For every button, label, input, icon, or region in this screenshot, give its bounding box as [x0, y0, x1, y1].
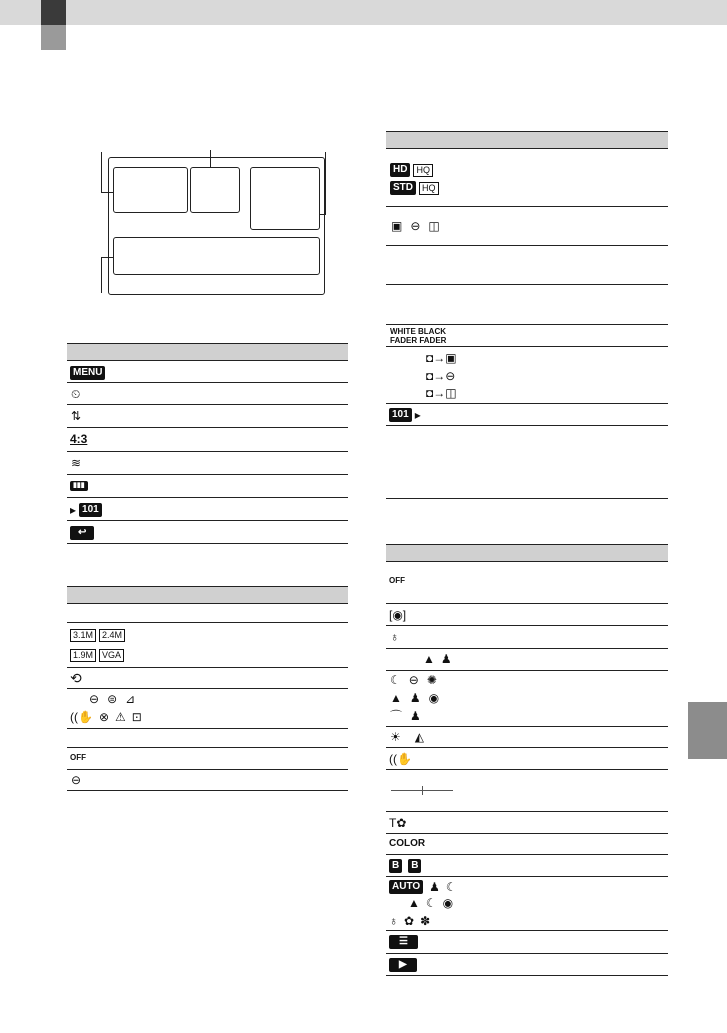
portrait-icon: ♟	[409, 691, 421, 705]
loop-icon: ⟲	[70, 670, 82, 686]
warning-icon: ⚠	[115, 710, 126, 724]
landscape-icon: ▲	[390, 691, 402, 705]
snow-icon: ♟	[410, 709, 421, 723]
dvd-icon: ⊜	[107, 692, 118, 706]
portrait-icon: ♟	[440, 652, 452, 666]
table-row	[67, 498, 348, 521]
upper-left-zone	[113, 167, 188, 213]
section-marker-block	[41, 25, 66, 50]
leader-line-upper-left-tick	[101, 192, 113, 193]
daylight-icon: ☀	[390, 730, 401, 744]
table-row	[67, 729, 348, 748]
folder-101-icon: 101	[79, 503, 102, 517]
leader-line-upper-right	[325, 152, 326, 214]
table-row	[67, 748, 348, 770]
shake-warning-icon: ((✋	[70, 710, 93, 724]
aspect-ratio-icon: 4:3	[70, 432, 88, 446]
intelligent-auto-icon: AUTO	[389, 880, 423, 894]
landscape-icon: ▲	[408, 896, 420, 910]
table-row	[386, 877, 668, 931]
card-warning-icon: ⊿	[125, 692, 136, 706]
baby-icon: ☾	[445, 880, 457, 894]
battery-icon: ▮▮▮	[70, 481, 88, 491]
header-marker-block	[41, 0, 66, 25]
hdd-icon: ⊖	[410, 219, 421, 233]
menu-button-icon: MENU	[70, 366, 105, 380]
table-row	[67, 428, 348, 452]
image-size-3-1m-icon: 3.1M	[70, 629, 96, 642]
table-row	[386, 246, 668, 285]
table-row	[386, 812, 668, 834]
image-size-1-9m-icon: 1.9M	[70, 649, 96, 662]
hd-quality-icon: HD	[390, 163, 410, 177]
table-row	[67, 689, 348, 729]
leader-line-upper-center	[210, 150, 211, 167]
spot-meter-icon: [◉]	[389, 608, 407, 622]
candle-icon: ♁	[390, 630, 399, 644]
table-row	[386, 604, 668, 626]
self-timer-icon: ⏲	[71, 387, 81, 401]
sunrise-icon: ⊖	[408, 673, 419, 687]
spotlight-icon: ◉	[428, 691, 440, 705]
landscape-icon: ▲	[423, 652, 435, 666]
table-row	[386, 285, 668, 325]
table-row	[67, 361, 348, 383]
table-row	[386, 426, 668, 499]
tripod-icon: ✽	[420, 914, 431, 928]
tele-macro-icon: T✿	[389, 816, 407, 830]
std-quality-icon: STD	[390, 181, 416, 195]
bw-tele-icon: B	[408, 859, 421, 873]
table-row	[386, 562, 668, 604]
fader-line-1: WHITE BLACK	[390, 327, 446, 336]
table-row	[386, 727, 668, 748]
fader-icon	[390, 327, 446, 345]
table-row	[386, 855, 668, 877]
image-size-2-4m-icon: 2.4M	[99, 629, 125, 642]
mic-level-icon: ⇅	[71, 409, 82, 423]
table-row	[386, 931, 668, 954]
macro-icon: ✿	[404, 914, 415, 928]
return-button-icon: ↩	[70, 526, 94, 540]
fader-line-2: FADER FADER	[390, 336, 447, 345]
photo-to-card-icon: ◘→◫	[426, 386, 457, 400]
table-row	[386, 347, 668, 404]
camera-warning-icon: ⊗	[98, 710, 109, 724]
table-header	[67, 343, 348, 361]
wireless-icon: ≋	[71, 456, 82, 470]
one-push-wb-icon: ◭	[414, 730, 424, 744]
table-row	[386, 626, 668, 649]
right-table-1	[386, 131, 668, 499]
leader-line-upper-left	[101, 152, 102, 192]
side-index-tab	[688, 702, 727, 759]
table-row	[386, 149, 668, 207]
table-row	[386, 207, 668, 246]
upper-center-zone	[190, 167, 240, 213]
table-header	[386, 131, 668, 149]
table-header	[67, 586, 348, 604]
leader-line-bottom-tick	[101, 257, 113, 258]
disc-icon: ⊖	[89, 692, 100, 706]
right-table-2	[386, 544, 668, 976]
table-row	[386, 834, 668, 855]
playback-button-icon: ▶	[389, 958, 417, 972]
table-row	[386, 649, 668, 671]
internal-memory-icon: ▣	[391, 219, 403, 233]
table-row	[386, 748, 668, 770]
folder-101-icon: 101	[389, 408, 412, 422]
spotlight-icon: ♁	[389, 914, 398, 928]
header-bar	[0, 0, 727, 25]
table-row	[386, 404, 668, 426]
option-button-icon: ☰	[389, 935, 418, 949]
table-header	[386, 544, 668, 562]
table-row	[67, 668, 348, 689]
table-row	[67, 623, 348, 668]
night-icon: ☾	[425, 896, 437, 910]
table-row	[67, 521, 348, 544]
table-row	[67, 475, 348, 498]
hq-mode-icon: HQ	[419, 182, 439, 195]
photo-to-hdd-icon: ◘→⊖	[426, 369, 456, 383]
media-warning-icon: ⊡	[131, 710, 142, 724]
fireworks-icon: ✺	[426, 673, 437, 687]
face-detection-off-icon: OFF	[389, 576, 405, 585]
table-row	[67, 770, 348, 791]
table-row	[67, 604, 348, 623]
table-row	[386, 770, 668, 812]
color-slow-shutter-icon: COLOR	[389, 838, 426, 849]
table-row	[67, 405, 348, 428]
night-scene-icon: ☾	[390, 673, 401, 687]
upper-right-zone	[250, 167, 320, 230]
table-row	[67, 452, 348, 475]
portrait-icon: ♟	[429, 880, 440, 894]
table-row	[386, 671, 668, 727]
hdd-icon: ⊖	[71, 773, 82, 787]
beach-icon: ⌒	[390, 709, 403, 723]
play-arrow-icon: ▸	[70, 503, 77, 517]
steadyshot-off-icon: ((✋	[389, 752, 412, 766]
play-arrow-icon: ▸	[414, 408, 421, 422]
left-table-2	[67, 586, 348, 791]
hq-mode-icon: HQ	[413, 164, 433, 177]
adjustment-bar-marker	[422, 786, 423, 795]
table-row	[67, 383, 348, 405]
bottom-zone	[113, 237, 320, 275]
photo-to-memory-icon: ◘→▣	[426, 351, 457, 365]
face-detection-off-icon: OFF	[70, 753, 86, 762]
backlight-icon: ◉	[442, 896, 454, 910]
memory-card-icon: ◫	[428, 219, 440, 233]
bw-wide-icon: B	[389, 859, 402, 873]
leader-line-bottom	[101, 257, 102, 293]
left-table-1	[67, 343, 348, 544]
image-size-vga-icon: VGA	[99, 649, 124, 662]
leader-line-upper-right-tick	[320, 214, 326, 215]
table-row	[386, 954, 668, 976]
table-row	[386, 325, 668, 347]
screen-layout-diagram	[90, 145, 330, 295]
